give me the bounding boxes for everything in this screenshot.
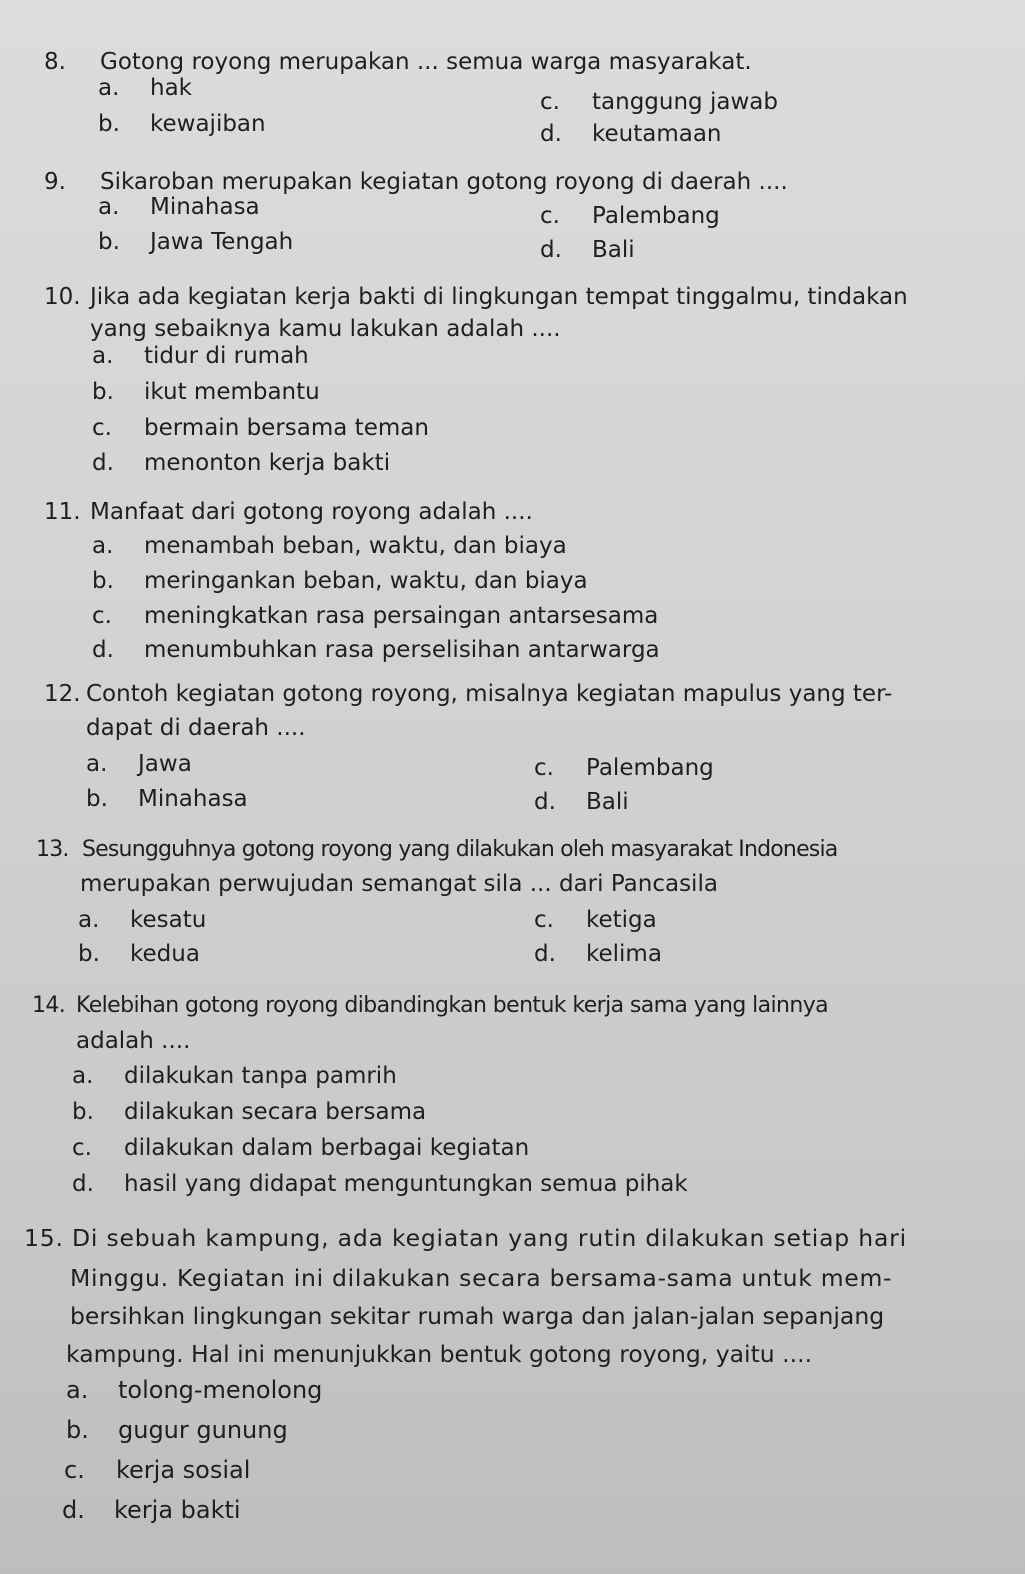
question-15-option-b bbox=[66, 1414, 288, 1446]
question-8-option-b bbox=[98, 108, 266, 140]
option-text: Bali bbox=[586, 789, 629, 815]
option-letter: d. bbox=[534, 789, 556, 815]
question-10-line-1 bbox=[44, 281, 908, 313]
question-10-option-a bbox=[92, 340, 309, 372]
question-14-option-b bbox=[72, 1096, 426, 1128]
option-letter: b. bbox=[98, 229, 120, 255]
option-text: ketiga bbox=[586, 907, 657, 933]
option-text: Palembang bbox=[592, 203, 720, 229]
option-letter: d. bbox=[92, 450, 114, 476]
option-letter: b. bbox=[72, 1099, 94, 1125]
option-text: dilakukan tanpa pamrih bbox=[124, 1063, 397, 1089]
question-12-text-1: Contoh kegiatan gotong royong, misalnya kegiatan mapulus yang ter- bbox=[86, 681, 893, 707]
option-letter: c. bbox=[534, 755, 554, 781]
option-text: Minahasa bbox=[138, 786, 248, 812]
question-8-option-c bbox=[540, 86, 778, 118]
question-9-option-c bbox=[540, 200, 720, 232]
question-14-line-1 bbox=[32, 990, 828, 1022]
question-13-line-1 bbox=[36, 834, 837, 866]
question-15-line-1 bbox=[24, 1222, 907, 1254]
question-12-option-d bbox=[534, 786, 629, 818]
option-text: bermain bersama teman bbox=[144, 415, 429, 441]
option-text: hak bbox=[150, 75, 192, 101]
question-15-line-2: Minggu. Kegiatan ini dilakukan secara bersama-sama untuk mem- bbox=[70, 1264, 893, 1292]
option-text: meringankan beban, waktu, dan biaya bbox=[144, 568, 588, 594]
question-9-option-a bbox=[98, 191, 260, 223]
option-text: keutamaan bbox=[592, 121, 722, 147]
option-text: menonton kerja bakti bbox=[144, 450, 391, 476]
question-12-option-c bbox=[534, 752, 714, 784]
option-text: menambah beban, waktu, dan biaya bbox=[144, 533, 567, 559]
question-13-number: 13. bbox=[36, 837, 69, 862]
option-letter: c. bbox=[64, 1456, 85, 1484]
question-10-line-2: yang sebaiknya kamu lakukan adalah .... bbox=[90, 316, 561, 342]
question-15-number: 15. bbox=[24, 1224, 64, 1252]
option-text: Jawa Tengah bbox=[150, 229, 294, 255]
question-15-option-c bbox=[64, 1454, 250, 1486]
question-11-option-a bbox=[92, 530, 567, 562]
question-11-text: Manfaat dari gotong royong adalah .... bbox=[90, 499, 533, 525]
question-11-option-d bbox=[92, 634, 660, 666]
question-9-option-d bbox=[540, 234, 635, 266]
question-10-option-c bbox=[92, 412, 429, 444]
option-text: gugur gunung bbox=[118, 1416, 288, 1444]
option-letter: a. bbox=[98, 75, 120, 101]
question-15-option-d bbox=[62, 1494, 241, 1526]
option-text: kerja bakti bbox=[114, 1496, 241, 1524]
option-text: Minahasa bbox=[150, 194, 260, 220]
question-14-text-1: Kelebihan gotong royong dibandingkan bentuk kerja sama yang lainnya bbox=[76, 993, 829, 1018]
option-letter: a. bbox=[78, 907, 100, 933]
option-letter: d. bbox=[92, 637, 114, 663]
question-11-option-c bbox=[92, 600, 658, 632]
option-letter: a. bbox=[92, 343, 114, 369]
question-14-line-2: adalah .... bbox=[76, 1028, 191, 1054]
question-12-number: 12. bbox=[44, 681, 81, 707]
question-13-line-2: merupakan perwujudan semangat sila ... dari Pancasila bbox=[80, 871, 718, 897]
option-text: ikut membantu bbox=[144, 379, 320, 405]
question-13-option-c bbox=[534, 904, 657, 936]
question-10-number: 10. bbox=[44, 284, 81, 310]
option-letter: d. bbox=[62, 1496, 85, 1524]
option-text: kerja sosial bbox=[116, 1456, 251, 1484]
option-letter: b. bbox=[86, 786, 108, 812]
question-15-line-3: bersihkan lingkungan sekitar rumah warga dan jalan-jalan sepanjang bbox=[70, 1302, 885, 1330]
question-12-option-b bbox=[86, 783, 248, 815]
question-15-line-4: kampung. Hal ini menunjukkan bentuk gotong royong, yaitu .... bbox=[66, 1340, 813, 1368]
option-text: kedua bbox=[130, 941, 200, 967]
option-text: kewajiban bbox=[150, 111, 266, 137]
option-text: kesatu bbox=[130, 907, 207, 933]
option-letter: d. bbox=[540, 237, 562, 263]
option-letter: a. bbox=[86, 751, 108, 777]
option-text: tolong-menolong bbox=[118, 1376, 323, 1404]
question-8-number: 8. bbox=[44, 49, 66, 75]
question-11-line-1 bbox=[44, 496, 533, 528]
option-letter: b. bbox=[98, 111, 120, 137]
question-12-line-2: dapat di daerah .... bbox=[86, 715, 306, 741]
option-letter: c. bbox=[92, 603, 112, 629]
question-11-option-b bbox=[92, 565, 588, 597]
option-text: tidur di rumah bbox=[144, 343, 309, 369]
question-14-option-a bbox=[72, 1060, 397, 1092]
option-text: dilakukan secara bersama bbox=[124, 1099, 427, 1125]
option-text: menumbuhkan rasa perselisihan antarwarga bbox=[144, 637, 660, 663]
option-letter: b. bbox=[78, 941, 100, 967]
option-text: Bali bbox=[592, 237, 635, 263]
option-letter: b. bbox=[66, 1416, 89, 1444]
option-text: kelima bbox=[586, 941, 662, 967]
question-13-option-d bbox=[534, 938, 662, 970]
option-letter: c. bbox=[72, 1135, 92, 1161]
question-14-option-d bbox=[72, 1168, 688, 1200]
option-text: Palembang bbox=[586, 755, 714, 781]
option-letter: c. bbox=[92, 415, 112, 441]
question-14-number: 14. bbox=[32, 993, 66, 1018]
option-letter: c. bbox=[540, 89, 560, 115]
question-15-option-a bbox=[66, 1374, 322, 1406]
option-letter: c. bbox=[534, 907, 554, 933]
question-13-option-b bbox=[78, 938, 200, 970]
option-letter: b. bbox=[92, 568, 114, 594]
question-10-text-1: Jika ada kegiatan kerja bakti di lingkungan tempat tinggalmu, tindakan bbox=[90, 284, 908, 310]
question-13-text-1: Sesungguhnya gotong royong yang dilakukan oleh masyarakat Indonesia bbox=[82, 837, 838, 862]
question-13-option-a bbox=[78, 904, 206, 936]
question-14-option-c bbox=[72, 1132, 529, 1164]
option-letter: a. bbox=[72, 1063, 94, 1089]
question-9-number: 9. bbox=[44, 169, 66, 195]
question-12-line-1 bbox=[44, 678, 892, 710]
question-8-text: Gotong royong merupakan ... semua warga masyarakat. bbox=[100, 49, 752, 75]
option-letter: d. bbox=[72, 1171, 94, 1197]
question-8-option-a bbox=[98, 72, 192, 104]
option-text: meningkatkan rasa persaingan antarsesama bbox=[144, 603, 659, 629]
option-letter: a. bbox=[66, 1376, 89, 1404]
question-15-text-1: Di sebuah kampung, ada kegiatan yang rutin dilakukan setiap hari bbox=[72, 1224, 907, 1252]
option-letter: c. bbox=[540, 203, 560, 229]
question-9-text: Sikaroban merupakan kegiatan gotong royong di daerah .... bbox=[100, 169, 788, 195]
option-letter: a. bbox=[92, 533, 114, 559]
option-letter: a. bbox=[98, 194, 120, 220]
question-11-number: 11. bbox=[44, 499, 81, 525]
option-letter: d. bbox=[534, 941, 556, 967]
option-letter: d. bbox=[540, 121, 562, 147]
option-text: dilakukan dalam berbagai kegiatan bbox=[124, 1135, 530, 1161]
option-text: hasil yang didapat menguntungkan semua pihak bbox=[124, 1171, 688, 1197]
question-10-option-b bbox=[92, 376, 320, 408]
option-text: tanggung jawab bbox=[592, 89, 778, 115]
question-9-option-b bbox=[98, 226, 293, 258]
question-10-option-d bbox=[92, 447, 390, 479]
option-text: Jawa bbox=[138, 751, 192, 777]
option-letter: b. bbox=[92, 379, 114, 405]
question-8-option-d bbox=[540, 118, 722, 150]
question-12-option-a bbox=[86, 748, 192, 780]
